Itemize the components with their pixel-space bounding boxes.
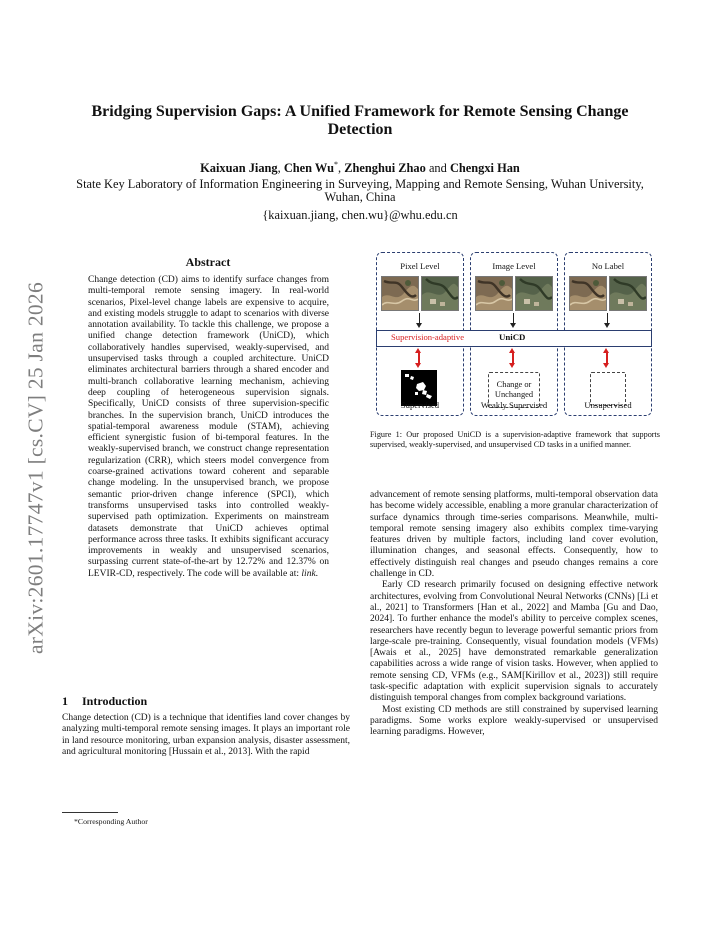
footnote-rule bbox=[62, 812, 118, 813]
abstract-body: Change detection (CD) aims to identify surface changes from multi-temporal remote sensing imagery. In real-world scenarios, Pixel-level change labels are expensive to acquire, and existing models struggle to adapt to scenarios with diverse annotation availability. To tackle this challenge, we propose a unified change detection framework (UniCD), which collaboratively handles supervised, weakly-supervised, and unsupervised tasks through a coupled architecture. UniCD eliminates architectural barriers through a shared encoder and multi-branch collaborative learning mechanism, achieving deep coupling of heterogeneous supervision signals. Specifically, UniCD consists of three supervision-specific branches. In the supervision branch, UniCD introduces the spatial-temporal awareness module (STAM), achieving efficient synergistic fusion of bi-temporal features. In the weakly-supervised branch, we construct change representation regularization (CRR), which steers model convergence from coarse-grained activations toward coherent and separable change modeling. In the unsupervised branch, we propose semantic prior-driven change inference (SPCI), which transforms unsupervised tasks into controlled weakly-supervised path optimization. Experiments on mainstream datasets demonstrate that UniCD achieves optimal performance across three tasks. It exhibits significant accuracy improvements in weakly and unsupervised scenarios, surpassing current state-of-the-art by 12.72% and 12.37% on LEVIR-CD, respectively. The code will be available at: link. bbox=[88, 275, 329, 579]
author-1: Kaixuan Jiang bbox=[200, 161, 278, 176]
bidirectional-arrow-icon bbox=[418, 351, 420, 365]
arrow-down-icon bbox=[607, 313, 608, 325]
panel-label-nolabel: No Label bbox=[591, 261, 625, 271]
supervision-adaptive-label: Supervision-adaptive bbox=[391, 332, 465, 342]
remote-sensing-image-t1 bbox=[381, 276, 419, 311]
arrow-down-icon bbox=[419, 313, 420, 325]
author-3: Zhenghui Zhao bbox=[344, 161, 426, 176]
paper-title: Bridging Supervision Gaps: A Unified Framework for Remote Sensing Change Detection bbox=[91, 103, 629, 138]
abstract-heading: Abstract bbox=[185, 255, 231, 269]
bidirectional-arrow-icon bbox=[512, 351, 514, 365]
remote-sensing-image-t1 bbox=[475, 276, 513, 311]
right-column-text bbox=[370, 490, 658, 739]
panel-label-pixel: Pixel Level bbox=[400, 261, 440, 271]
arxiv-stamp bbox=[14, 258, 58, 678]
unicd-label: UniCD bbox=[499, 332, 526, 342]
output-label-weakly-supervised: Weakly Supervised bbox=[480, 400, 548, 410]
author-conjunction: and bbox=[428, 161, 447, 176]
unicd-bar bbox=[376, 330, 652, 347]
figure-1 bbox=[376, 252, 652, 417]
author-4: Chengxi Han bbox=[449, 161, 520, 176]
section-heading bbox=[62, 694, 147, 709]
intro-paragraph: Change detection (CD) is a technique that identifies land cover changes by analyzing multi-temporal remote sensing images. It plays an important role in land resource monitoring, urban expansion analysis, disaster assessment, and agricultural monitoring [Hussain et al., 2013]. With the rapid bbox=[62, 713, 350, 757]
output-label-unsupervised: Unsupervised bbox=[584, 400, 632, 410]
remote-sensing-image-t2 bbox=[609, 276, 647, 311]
author-list: Kaixuan Jiang, Chen Wu*, Zhenghui Zhao and Chengxi Han bbox=[200, 160, 520, 176]
paragraph: Early CD research primarily focused on designing effective network architectures, evolving from Convolutional Neural Networks (CNNs) [Li et al., 2021] to Transformers [Han et al., 2022] and Mamba [Gu and Dao, 2024]. To further enhance the model's ability to perceive complex scenes, researchers have recently begun to leverage powerful semantic priors from large-scale pre-training. Consequently, visual foundation models (VFMs) [Awais et al., 2025] have demonstrated remarkable generalization capabilities across a wide range of vision tasks. However, when applied to remote sensing CD, VFMs (e.g., SAM[Kirillov et al., 2023]) still require task-specific adaptation with explicit supervision signals to accurately distinguish temporal changes from complex background variations. bbox=[370, 580, 658, 704]
paragraph: Most existing CD methods are still constrained by supervised learning paradigms. Some works explore weakly-supervised or unsupervised learning paradigms. However, bbox=[370, 704, 658, 738]
code-link[interactable]: link bbox=[301, 568, 316, 579]
paragraph: advancement of remote sensing platforms, multi-temporal observation data has become widely accessible, enabling a more granular characterization of surface dynamics through time-series comparisons. Meanwhile, multi-temporal remote sensing imagery also exhibits complex time-varying features driven by multiple factors, including land cover evolution, illumination changes, and seasonal effects. Consequently, how to effectively distinguish real changes and pseudo changes remains a core challenge in CD. bbox=[370, 490, 658, 580]
remote-sensing-image-t1 bbox=[569, 276, 607, 311]
weak-label-text: Change or Unchanged bbox=[494, 380, 534, 399]
footnote: *Corresponding Author bbox=[74, 817, 148, 826]
affiliation: State Key Laboratory of Information Engineering in Surveying, Mapping and Remote Sensing, Wuhan University, Wuhan, China bbox=[76, 177, 644, 204]
abstract-text: Change detection (CD) aims to identify surface changes from multi-temporal remote sensing imagery. In real-world scenarios, Pixel-level change labels are expensive to acquire, and existing models struggle to adapt to scenarios with diverse annotation availability. To tackle this challenge, we propose a unified change detection framework (UniCD), which collaboratively handles supervised, weakly-supervised, and unsupervised tasks through a coupled architecture. UniCD eliminates architectural barriers through a shared encoder and multi-branch collaborative learning mechanism, achieving deep coupling of heterogeneous supervision signals. Specifically, UniCD consists of three supervision-specific branches. In the supervision branch, UniCD introduces the spatial-temporal awareness module (STAM), achieving efficient synergistic fusion of bi-temporal features. In the weakly-supervised branch, we construct change representation regularization (CRR), which steers model convergence from coarse-grained activations toward coherent and separable change modeling. In the unsupervised branch, we propose semantic prior-driven change inference (SPCI), which transforms unsupervised tasks into controlled weakly-supervised path optimization. Experiments on mainstream datasets demonstrate that UniCD achieves optimal performance across three tasks. It exhibits significant accuracy improvements in weakly and unsupervised scenarios, surpassing current state-of-the-art by 12.72% and 12.37% on LEVIR-CD, respectively. The code will be available at: bbox=[88, 275, 329, 579]
remote-sensing-image-t2 bbox=[515, 276, 553, 311]
arrow-down-icon bbox=[513, 313, 514, 325]
section-number: 1 bbox=[62, 694, 68, 708]
section-title: Introduction bbox=[82, 694, 148, 708]
arxiv-stamp-text: arXiv:2601.17747v1 [cs.CV] 25 Jan 2026 bbox=[23, 281, 48, 655]
corresponding-mark: * bbox=[334, 160, 338, 169]
author-2: Chen Wu bbox=[283, 161, 334, 176]
bidirectional-arrow-icon bbox=[606, 351, 608, 365]
remote-sensing-image-t2 bbox=[421, 276, 459, 311]
figure-caption: Figure 1: Our proposed UniCD is a supervision-adaptive framework that supports supervised, weakly-supervised, and unsupervised CD tasks in a unified manner. bbox=[370, 430, 660, 449]
author-emails: {kaixuan.jiang, chen.wu}@whu.edu.cn bbox=[262, 208, 458, 222]
panel-label-image: Image Level bbox=[492, 261, 536, 271]
output-label-supervised: Supervised bbox=[400, 400, 440, 410]
